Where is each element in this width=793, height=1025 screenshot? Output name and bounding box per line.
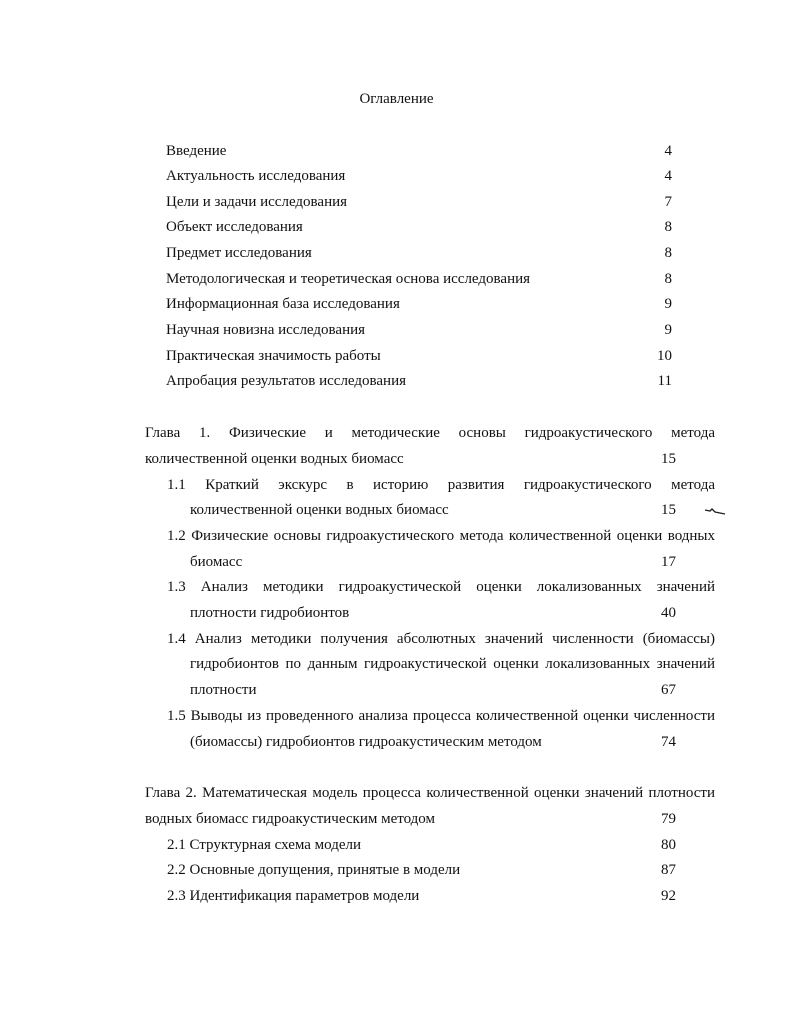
toc-entry-label: Апробация результатов исследования	[166, 373, 407, 389]
chapter-2-heading: Глава 2. Математическая модель процесса количественной оценки значений плотности	[145, 785, 715, 801]
section-1-3-title-cont: плотности гидробионтов	[190, 605, 350, 621]
toc-entry-page: 10	[657, 348, 672, 364]
toc-entry-label: Методологическая и теоретическая основа исследования	[166, 271, 531, 287]
section-1-4-page: 67	[661, 682, 676, 698]
toc-entry-page: 8	[664, 245, 672, 261]
toc-entry-page: 4	[664, 168, 672, 184]
chapter-2-heading-cont: водных биомасс гидроакустическим методом	[145, 811, 436, 827]
section-1-1-title: 1.1 Краткий экскурс в историю развития гидроакустического метода	[167, 477, 715, 493]
toc-entry-label: Актуальность исследования	[166, 168, 346, 184]
toc-entry-label: Объект исследования	[166, 219, 303, 235]
section-1-1-page: 15	[661, 502, 676, 518]
chapter-1-heading-cont: количественной оценки водных биомасс	[145, 451, 404, 467]
section-1-5-title: 1.5 Выводы из проведенного анализа процесса количественной оценки численности	[167, 708, 715, 724]
toc-entry-label: Информационная база исследования	[166, 296, 400, 312]
toc-entry	[166, 322, 676, 342]
section-1-2-title: 1.2 Физические основы гидроакустического метода количественной оценки водных	[167, 528, 715, 544]
toc-entry-page: 4	[664, 143, 672, 159]
section-1-4-title: 1.4 Анализ методики получения абсолютных значений численности (биомассы)	[167, 631, 715, 647]
handwritten-mark-icon	[704, 507, 726, 517]
chapter-1-page: 15	[661, 451, 676, 467]
toc-entry-label: Научная новизна исследования	[166, 322, 366, 338]
section-2-1-page: 80	[661, 837, 676, 853]
toc-entry-page: 7	[664, 194, 672, 210]
section-2-3-page: 92	[661, 888, 676, 904]
section-2-1-title: 2.1 Структурная схема модели	[167, 837, 362, 853]
toc-title: Оглавление	[359, 91, 434, 107]
toc-entry-label: Практическая значимость работы	[166, 348, 381, 364]
toc-entry	[166, 168, 676, 188]
chapter-2-page: 79	[661, 811, 676, 827]
section-1-1-title-cont: количественной оценки водных биомасс	[190, 502, 449, 518]
toc-entry	[166, 348, 676, 368]
section-1-5-page: 74	[661, 734, 676, 750]
toc-entry-label: Цели и задачи исследования	[166, 194, 348, 210]
section-2-2-title: 2.2 Основные допущения, принятые в модели	[167, 862, 461, 878]
toc-entry	[166, 373, 676, 393]
section-1-4-title-cont: плотности	[190, 682, 257, 698]
toc-entry-page: 8	[664, 219, 672, 235]
toc-entry	[166, 245, 676, 265]
toc-entry	[166, 271, 676, 291]
section-1-3-page: 40	[661, 605, 676, 621]
toc-entry	[166, 219, 676, 239]
toc-entry-page: 9	[664, 296, 672, 312]
section-1-4-title-cont: гидробионтов по данным гидроакустической оценки локализованных значений	[190, 656, 715, 672]
toc-entry-page: 9	[664, 322, 672, 338]
toc-entry	[166, 143, 676, 163]
toc-entry-page: 11	[657, 373, 672, 389]
toc-entry	[166, 194, 676, 214]
toc-entry	[166, 296, 676, 316]
section-1-5-title-cont: (биомассы) гидробионтов гидроакустическим методом	[190, 734, 542, 750]
section-2-3-title: 2.3 Идентификация параметров модели	[167, 888, 420, 904]
section-1-2-title-cont: биомасс	[190, 554, 243, 570]
section-2-2-page: 87	[661, 862, 676, 878]
section-1-2-page: 17	[661, 554, 676, 570]
toc-entry-label: Предмет исследования	[166, 245, 312, 261]
toc-entry-page: 8	[664, 271, 672, 287]
section-1-3-title: 1.3 Анализ методики гидроакустической оценки локализованных значений	[167, 579, 715, 595]
toc-entry-label: Введение	[166, 143, 227, 159]
chapter-1-heading: Глава 1. Физические и методические основы гидроакустического метода	[145, 425, 715, 441]
